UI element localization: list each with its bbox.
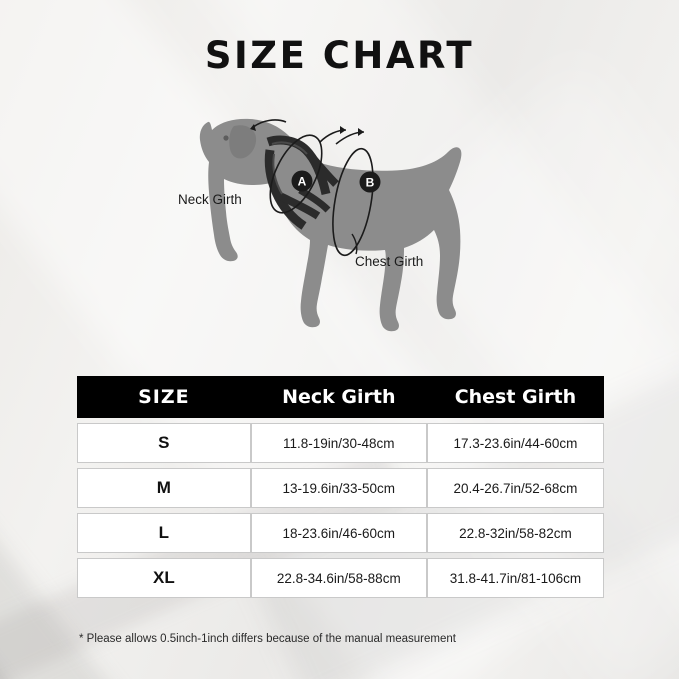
cell-chest-girth: 20.4-26.7in/52-68cm <box>427 468 604 508</box>
cell-neck-girth: 13-19.6in/33-50cm <box>251 468 427 508</box>
table-row <box>77 558 604 598</box>
dog-harness-illustration <box>150 98 550 348</box>
cell-neck-girth: 18-23.6in/46-60cm <box>251 513 427 553</box>
marker-a-label: A <box>297 174 307 189</box>
table-header-neck-girth: Neck Girth <box>251 376 427 418</box>
marker-b-label: B <box>365 175 375 190</box>
dog-diagram-svg <box>150 98 550 348</box>
dog-silhouette-icon <box>200 119 462 331</box>
table-row <box>77 513 604 553</box>
cell-size: L <box>77 513 251 553</box>
cell-size: S <box>77 423 251 463</box>
measurement-footnote: * Please allows 0.5inch-1inch differs because of the manual measurement <box>79 633 456 645</box>
table-header-row <box>77 376 604 418</box>
cell-neck-girth: 11.8-19in/30-48cm <box>251 423 427 463</box>
chest-girth-label: Chest Girth <box>355 254 424 269</box>
page-title: SIZE CHART <box>204 34 475 77</box>
table-header-size: SIZE <box>77 376 251 418</box>
cell-chest-girth: 17.3-23.6in/44-60cm <box>427 423 604 463</box>
table-header-chest-girth: Chest Girth <box>427 376 604 418</box>
cell-size: M <box>77 468 251 508</box>
cell-size: XL <box>77 558 251 598</box>
cell-chest-girth: 22.8-32in/58-82cm <box>427 513 604 553</box>
cell-neck-girth: 22.8-34.6in/58-88cm <box>251 558 427 598</box>
size-chart-table <box>77 371 604 603</box>
table-row <box>77 423 604 463</box>
neck-girth-label: Neck Girth <box>178 192 242 207</box>
cell-chest-girth: 31.8-41.7in/81-106cm <box>427 558 604 598</box>
table-row <box>77 468 604 508</box>
